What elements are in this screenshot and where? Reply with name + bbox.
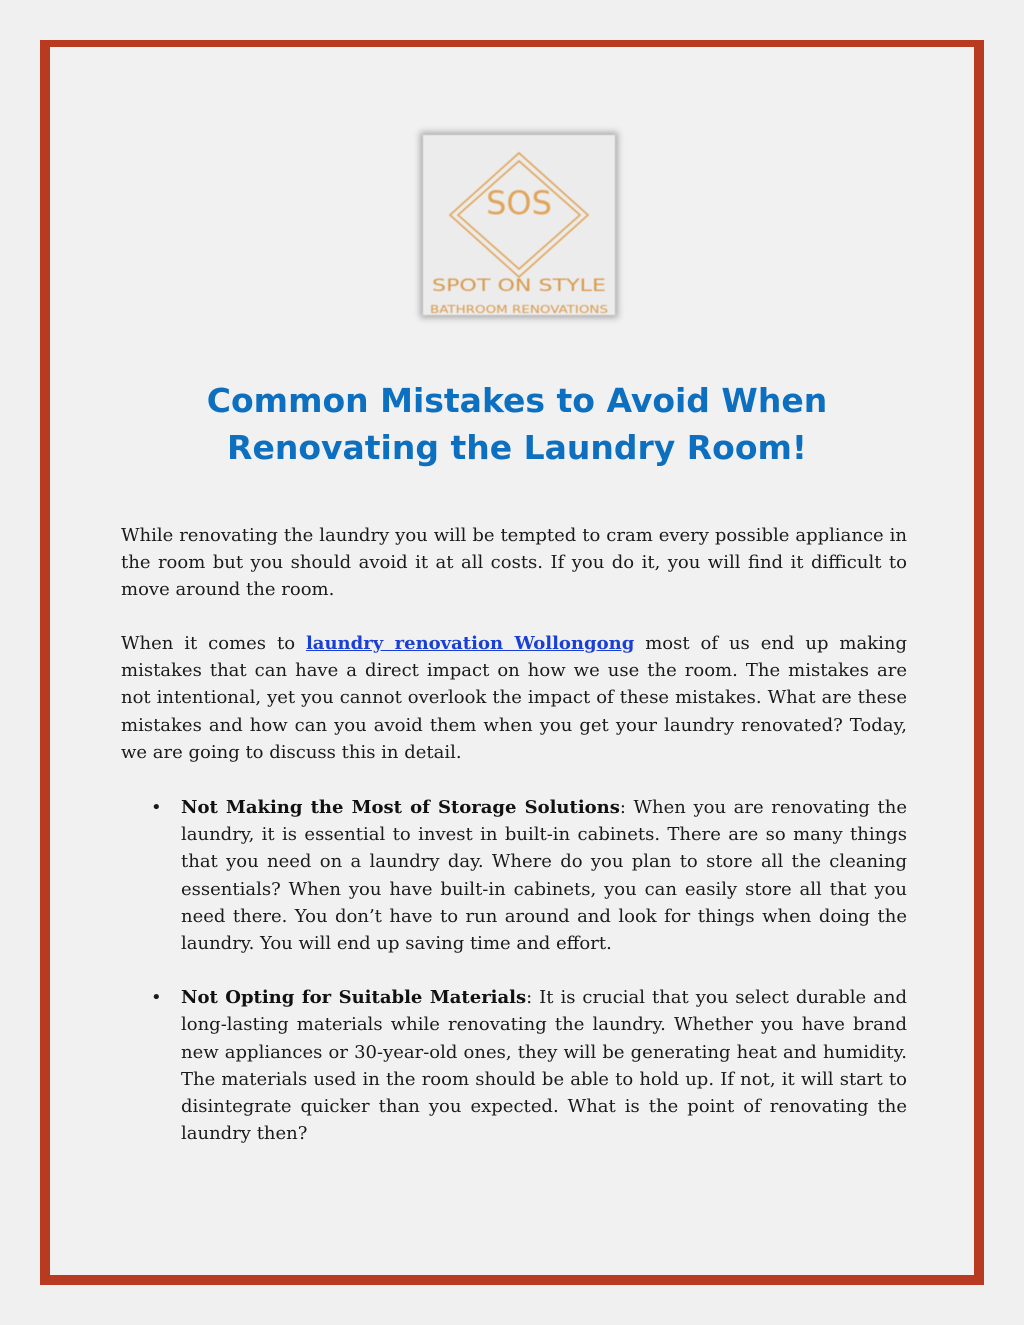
bullet-text: : When you are renovating the laundry, it is essential to invest in built-in cabinets. There are so many things that you need on a laundry day. Where do you plan to store all the cleaning essentials? When you have built-in cabinets, you can easily store all that you need there. You don’t have to run around and look for things when doing the laundry. You will end up saving time and effort. xyxy=(181,797,907,955)
second-paragraph-rest: most of us end up making mistakes that can have a direct impact on how we use the room. The mistakes are not intentional, yet you cannot overlook the impact of these mistakes. What are these mistakes and how can you avoid them when you get your laundry renovated? Today, we are going to discuss this in detail. xyxy=(121,633,907,763)
logo-brand: SPOT ON STYLE xyxy=(432,276,606,296)
bullet-icon: • xyxy=(151,987,162,1009)
second-paragraph xyxy=(121,630,907,766)
article-title: Common Mistakes to Avoid When Renovating the Laundry Room! xyxy=(206,381,828,467)
document-page xyxy=(40,40,984,1285)
laundry-renovation-link[interactable]: laundry renovation Wollongong xyxy=(305,633,635,654)
company-logo xyxy=(423,135,615,315)
mistakes-list xyxy=(121,794,907,1147)
bullet-text: : It is crucial that you select durable and long-lasting materials while renovating the laundry. Whether you have brand new appliances or 30-year-old ones, they will be generating heat and humidity. The materials used in the room should be able to hold up. If not, it will start to disintegrate quicker than you expected. What is the point of renovating the laundry then? xyxy=(181,987,907,1145)
bullet-heading: Not Opting for Suitable Materials xyxy=(181,987,527,1009)
bullet-heading: Not Making the Most of Storage Solutions xyxy=(181,797,620,818)
bullet-icon: • xyxy=(151,797,162,818)
logo-graphic xyxy=(423,135,615,315)
logo-monogram: SOS xyxy=(486,184,552,222)
intro-paragraph: While renovating the laundry you will be tempted to cram every possible appliance in the room but you should avoid it at all costs. If you do it, you will find it difficult to move around the room. xyxy=(121,525,907,601)
second-paragraph-lead: When it comes to xyxy=(121,633,306,654)
logo-tagline: BATHROOM RENOVATIONS xyxy=(430,303,609,315)
list-item xyxy=(121,794,907,957)
list-item xyxy=(121,984,907,1147)
